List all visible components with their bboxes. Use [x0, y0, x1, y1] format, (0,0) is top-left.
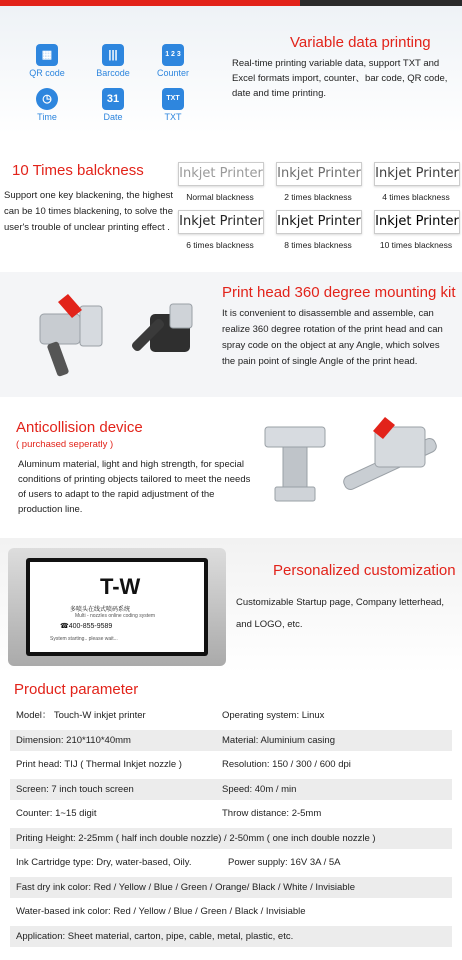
parameter-row — [10, 926, 452, 947]
anticollision-image — [255, 417, 455, 527]
customization-description: Customizable Startup page, Company letterhead, and LOGO, etc. — [236, 597, 445, 630]
icon-label: QR code — [29, 68, 65, 78]
parameter-row — [10, 803, 452, 824]
parameter-left: Counter: 1~15 digit — [16, 808, 97, 819]
ink-sample-label: 6 times blackness — [186, 240, 254, 250]
parameter-right: Material: Aluminium casing — [222, 734, 335, 746]
anticollision-description: Aluminum material, light and high strength, for special conditions of printing objects tailored to meet the needs of users to adapt to the rapid adjustment of the production line. — [18, 459, 251, 515]
variable-data-title: Variable data printing — [290, 34, 431, 51]
icon-label: Date — [103, 112, 123, 122]
ink-sample-box: Inkjet Printer — [178, 162, 264, 186]
parameter-right: Power supply: 16V 3A / 5A — [228, 857, 341, 868]
parameter-left: Ink Cartridge type: Dry, water-based, Oily. — [16, 857, 192, 868]
icon-label: Barcode — [96, 68, 130, 78]
clock-icon: ◷ — [36, 88, 58, 110]
ink-sample-label: Normal blackness — [186, 192, 254, 202]
parameter-row — [10, 705, 452, 726]
ink-sample-label: 4 times blackness — [382, 192, 450, 202]
variable-data-section — [0, 6, 462, 134]
anticollision-title: Anticollision device — [16, 419, 143, 436]
screen-title: T-W — [100, 574, 141, 599]
ink-sample-box: Inkjet Printer — [374, 162, 460, 186]
anticollision-section — [0, 397, 462, 538]
screen-status: System starting.. please wait... — [50, 636, 118, 642]
counter-feature — [148, 44, 198, 78]
barcode-icon: ||| — [102, 44, 124, 66]
icon-label: TXT — [164, 112, 182, 122]
barcode-feature — [88, 44, 138, 78]
blackness-section — [0, 134, 462, 272]
parameter-left: Fast dry ink color: Red / Yellow / Blue / Green / Orange/ Black / White / Invisiable — [16, 881, 355, 893]
device-screen — [30, 562, 204, 652]
parameter-row — [10, 779, 452, 800]
ink-sample-label: 8 times blackness — [284, 240, 352, 250]
printer-device — [8, 548, 226, 666]
ink-sample-label: 10 times blackness — [379, 240, 453, 250]
parameter-left: Water-based ink color: Red / Yellow / Blue / Green / Black / Invisiable — [16, 906, 306, 917]
qr-code-feature — [22, 44, 72, 78]
parameter-row — [10, 901, 452, 922]
parameter-right: Throw distance: 2-5mm — [222, 808, 322, 819]
parameter-left: Print head: TIJ ( Thermal Inkjet nozzle ) — [16, 759, 182, 770]
parameter-row — [10, 852, 452, 873]
parameter-left: Model： Touch-W inkjet printer — [16, 710, 146, 721]
txt-file-icon: TXT — [162, 88, 184, 110]
parameter-right: Resolution: 150 / 300 / 600 dpi — [222, 759, 351, 770]
calendar-icon: 31 — [102, 88, 124, 110]
mounting-kit-description: It is convenient to disassemble and assemble, can realize 360 degree rotation of the print head and can spray code on the object at any Angle, which solves the pain point of single Angle of the print head. — [222, 308, 443, 367]
variable-data-description: Real-time printing variable data, support TXT and Excel formats import, counter、bar code, QR code, date and time printing. — [232, 58, 448, 99]
parameter-row — [10, 828, 452, 849]
parameter-right: Operating system: Linux — [222, 710, 325, 721]
parameter-left: Dimension: 210*110*40mm — [16, 734, 131, 746]
mounting-kit-section — [0, 272, 462, 397]
parameter-section — [0, 673, 462, 960]
parameter-left: Priting Height: 2-25mm ( half inch double nozzle) / 2-50mm ( one inch double nozzle ) — [16, 832, 376, 844]
parameter-left: Screen: 7 inch touch screen — [16, 783, 134, 795]
ink-sample-box: Inkjet Printer — [374, 210, 460, 234]
ink-sample-box: Inkjet Printer — [276, 162, 362, 186]
customization-section — [0, 538, 462, 673]
blackness-title: 10 Times balckness — [12, 162, 144, 179]
qr-code-icon: ▦ — [36, 44, 58, 66]
icon-label: Time — [37, 112, 57, 122]
calendar-feature — [88, 88, 138, 122]
screen-subtitle: 多喷头在线式喷码系统 — [70, 607, 131, 613]
screen-phone: ☎400-855-9589 — [60, 623, 113, 630]
parameter-left: Application: Sheet material, carton, pipe, cable, metal, plastic, etc. — [16, 930, 294, 942]
ink-sample-box: Inkjet Printer — [178, 210, 264, 234]
anticollision-subtitle: ( purchased seperatly ) — [16, 439, 114, 450]
clock-feature — [22, 88, 72, 122]
counter-icon: 1 2 3 — [162, 44, 184, 66]
parameter-title: Product parameter — [14, 681, 139, 698]
txt-file-feature — [148, 88, 198, 122]
parameter-row — [10, 754, 452, 775]
mounting-kit-image — [10, 284, 210, 394]
icon-label: Counter — [156, 68, 190, 78]
blackness-description: Support one key blackening, the highest can be 10 times blackening, to solve the user's trouble of unclear printing effect . — [4, 190, 174, 233]
screen-subtitle-en: Multi - nozzles online coding system — [75, 613, 156, 619]
ink-sample-label: 2 times blackness — [284, 192, 352, 202]
customization-title: Personalized customization — [273, 562, 456, 579]
parameter-row — [10, 877, 452, 898]
mounting-kit-title: Print head 360 degree mounting kit — [222, 284, 456, 301]
parameter-right: Speed: 40m / min — [222, 783, 297, 795]
device-screen-bezel — [26, 558, 208, 656]
parameter-row — [10, 730, 452, 751]
ink-sample-box: Inkjet Printer — [276, 210, 362, 234]
